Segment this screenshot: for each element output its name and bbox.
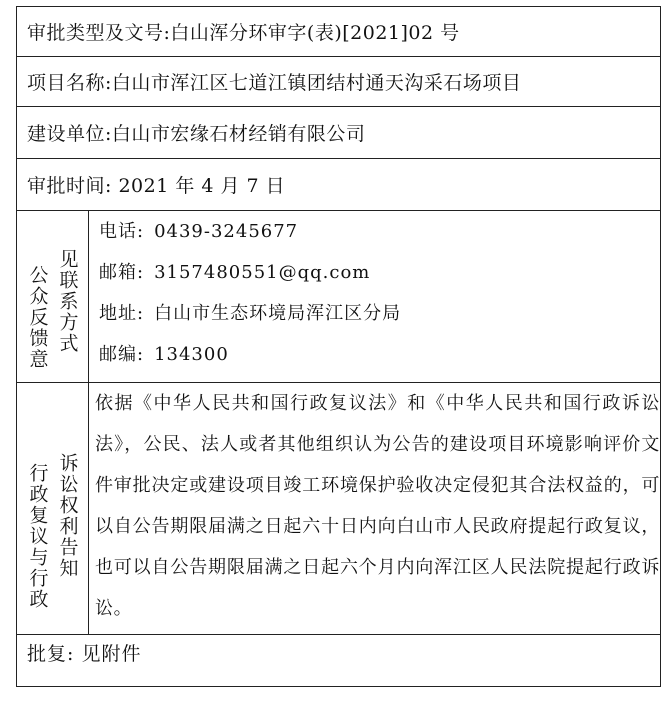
feedback-contact-cell bbox=[89, 211, 661, 383]
reply-label: 批复: bbox=[27, 643, 75, 665]
builder-label: 建设单位: bbox=[27, 123, 112, 145]
feedback-label-col2: 见联系方式 bbox=[56, 249, 79, 354]
approval-time-cell bbox=[17, 159, 661, 211]
address-line bbox=[99, 293, 660, 334]
appeal-label-col1: 行政复议与行政 bbox=[26, 463, 49, 610]
phone-label: 电话: bbox=[99, 221, 145, 242]
appeal-row bbox=[17, 383, 661, 635]
approval-time-label: 审批时间: bbox=[27, 175, 112, 197]
approval-time-value: 2021 年 4 月 7 日 bbox=[118, 175, 286, 197]
postcode-label: 邮编: bbox=[99, 344, 145, 365]
address-value: 白山市生态环境局浑江区分局 bbox=[154, 303, 402, 324]
postcode-value: 134300 bbox=[154, 344, 229, 365]
project-name-label: 项目名称: bbox=[27, 72, 112, 94]
project-name-value: 白山市浑江区七道江镇团结村通天沟采石场项目 bbox=[111, 72, 522, 94]
approval-type-label: 审批类型及文号: bbox=[27, 22, 171, 44]
builder-value: 白山市宏缘石材经销有限公司 bbox=[111, 123, 366, 145]
appeal-notice-cell bbox=[89, 383, 661, 635]
approval-type-row bbox=[17, 7, 661, 57]
approval-type-cell bbox=[17, 7, 661, 57]
appeal-label-cell bbox=[17, 383, 89, 635]
reply-value: 见附件 bbox=[81, 643, 142, 665]
postcode-line bbox=[99, 334, 660, 375]
approval-type-value: 白山浑分环审字(表)[2021]02 号 bbox=[170, 22, 460, 44]
feedback-row bbox=[17, 211, 661, 383]
reply-row bbox=[17, 635, 661, 687]
reply-cell bbox=[17, 635, 661, 687]
project-name-cell bbox=[17, 57, 661, 107]
project-name-row bbox=[17, 57, 661, 107]
feedback-label-cell bbox=[17, 211, 89, 383]
appeal-label-col2: 诉讼权利告知 bbox=[56, 453, 79, 579]
approval-info-table bbox=[16, 6, 661, 687]
appeal-notice-text: 依据《中华人民共和国行政复议法》和《中华人民共和国行政诉讼法》，公民、法人或者其他组织认为公告的建设项目环境影响评价文件审批决定或建设项目竣工环境保护验收决定侵犯其合法权益的，可以自公告期限届满之日起六十日内向白山市人民政府提起行政复议，也可以自公告期限届满之日起六个月内向浑江区人民法院提起行政诉讼。 bbox=[95, 393, 661, 619]
email-label: 邮箱: bbox=[99, 262, 145, 283]
address-label: 地址: bbox=[99, 303, 145, 324]
builder-cell bbox=[17, 107, 661, 159]
phone-value: 0439-3245677 bbox=[154, 221, 299, 242]
approval-notice-document bbox=[16, 6, 660, 704]
email-value: 3157480551@qq.com bbox=[154, 262, 371, 283]
approval-time-row bbox=[17, 159, 661, 211]
feedback-label-col1: 公众反馈意 bbox=[26, 265, 49, 370]
builder-row bbox=[17, 107, 661, 159]
email-line bbox=[99, 252, 660, 293]
phone-line bbox=[99, 211, 660, 252]
